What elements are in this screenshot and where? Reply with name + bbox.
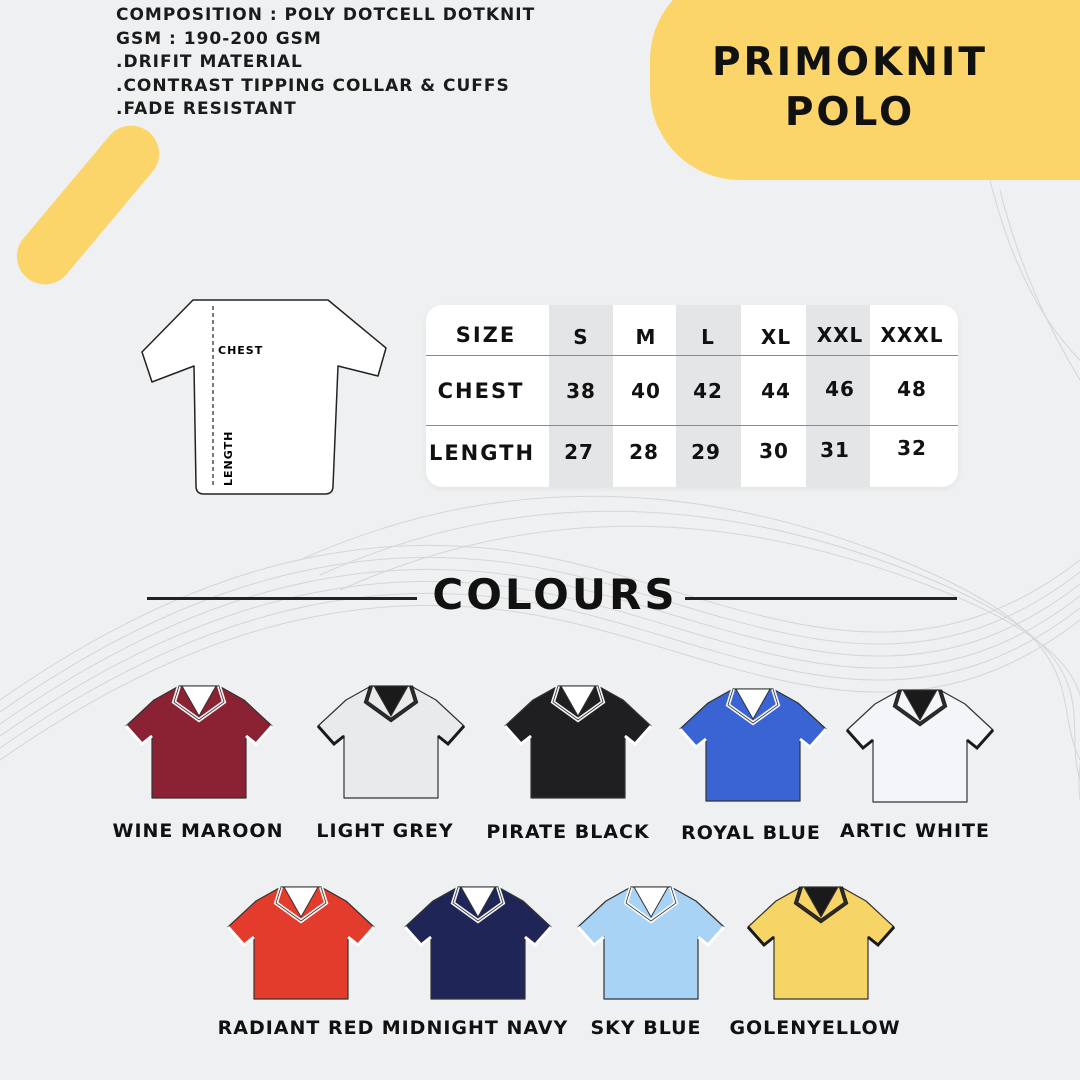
polo-shirt-light-grey (316, 680, 466, 804)
brand-line-2: POLO (784, 90, 916, 135)
brand-line-1: PRIMOKNIT (711, 40, 989, 85)
colour-label-light-grey: LIGHT GREY (316, 820, 454, 842)
header-l: L (701, 325, 715, 349)
polo-shirt-icon (124, 680, 274, 804)
length-m: 28 (629, 440, 659, 464)
length-label: LENGTH (222, 430, 235, 486)
chest-l: 42 (693, 379, 723, 403)
polo-shirt-icon (576, 881, 726, 1005)
polo-shirt-royal-blue (678, 683, 828, 807)
spec-tipping: .CONTRAST TIPPING COLLAR & CUFFS (116, 75, 510, 96)
row-chest: CHEST (437, 379, 525, 403)
colours-rule-right (685, 597, 957, 600)
polo-shirt-icon (226, 881, 376, 1005)
polo-shirt-icon (746, 881, 896, 1005)
polo-shirt-sky-blue (576, 881, 726, 1005)
polo-shirt-wine-maroon (124, 680, 274, 804)
header-xxl: XXL (816, 323, 864, 347)
polo-shirt-midnight-navy (403, 881, 553, 1005)
polo-shirt-artic-white (845, 684, 995, 808)
brand-title (700, 38, 1000, 138)
colour-label-radiant-red: RADIANT RED (217, 1017, 375, 1039)
chest-label: CHEST (218, 344, 264, 357)
colour-label-midnight-navy: MIDNIGHT NAVY (381, 1017, 569, 1039)
colours-heading: COLOURS (432, 570, 678, 619)
header-s: S (573, 325, 589, 349)
polo-shirt-icon (503, 680, 653, 804)
header-xl: XL (760, 325, 792, 349)
row-length: LENGTH (428, 441, 536, 465)
spec-fade: .FADE RESISTANT (116, 99, 297, 119)
polo-shirt-golenyellow (746, 881, 896, 1005)
row-divider (426, 425, 958, 426)
length-l: 29 (691, 440, 721, 464)
header-size: SIZE (455, 323, 517, 347)
colour-label-pirate-black: PIRATE BLACK (486, 821, 650, 843)
colour-label-sky-blue: SKY BLUE (590, 1017, 702, 1039)
spec-composition: COMPOSITION : POLY DOTCELL DOTKNIT (116, 5, 536, 25)
chest-m: 40 (631, 379, 661, 403)
spec-drifit: .DRIFIT MATERIAL (116, 52, 303, 72)
length-s: 27 (564, 440, 594, 464)
chest-s: 38 (566, 379, 596, 403)
length-xxxl: 32 (897, 436, 927, 460)
measurement-diagram (138, 296, 392, 498)
header-xxxl: XXXL (880, 323, 944, 347)
colour-label-wine-maroon: WINE MAROON (112, 820, 284, 842)
chest-xxl: 46 (825, 377, 855, 401)
header-divider (426, 355, 958, 356)
polo-shirt-icon (403, 881, 553, 1005)
polo-shirt-radiant-red (226, 881, 376, 1005)
size-chart-table (426, 305, 958, 487)
chest-xl: 44 (761, 379, 791, 403)
polo-shirt-icon (845, 684, 995, 808)
length-xl: 30 (759, 439, 789, 463)
tshirt-outline-icon (142, 300, 386, 494)
header-m: M (635, 325, 657, 349)
length-xxl: 31 (820, 438, 850, 462)
polo-shirt-pirate-black (503, 680, 653, 804)
colour-label-golenyellow: GOLENYELLOW (729, 1017, 901, 1039)
colour-label-royal-blue: ROYAL BLUE (681, 822, 821, 844)
product-specs (116, 4, 535, 122)
colours-rule-left (147, 597, 417, 600)
polo-shirt-icon (316, 680, 466, 804)
colour-label-artic-white: ARTIC WHITE (840, 820, 990, 842)
spec-gsm: GSM : 190-200 GSM (116, 28, 322, 49)
polo-shirt-icon (678, 683, 828, 807)
chest-xxxl: 48 (897, 377, 927, 401)
